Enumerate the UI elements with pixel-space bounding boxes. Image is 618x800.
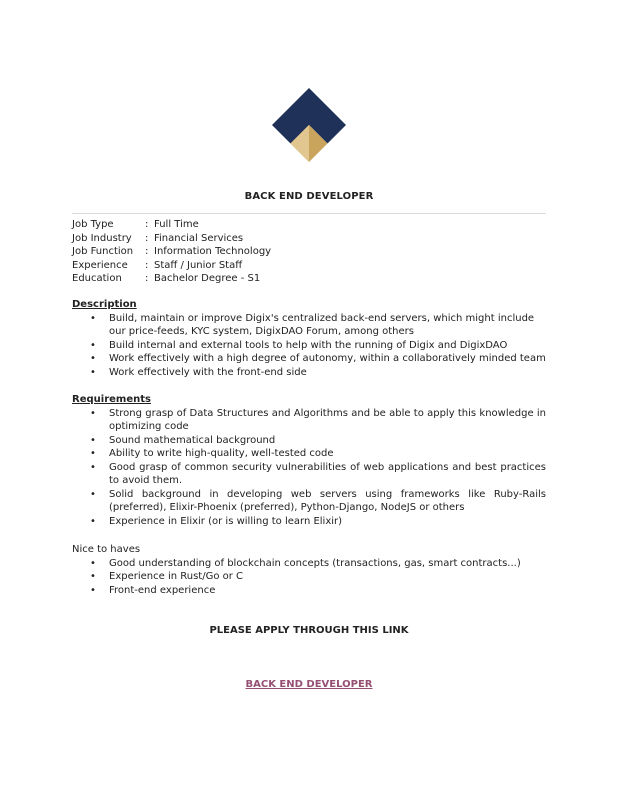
- meta-value: Information Technology: [154, 246, 272, 257]
- list-item-text: Build, maintain or improve Digix's centralized back-end servers, which might include our price-feeds, KYC system, DigixDAO Forum, among others: [109, 312, 535, 337]
- list-item: [72, 515, 546, 529]
- meta-row-education: [72, 272, 271, 286]
- list-item-text: Build internal and external tools to help with the running of Digix and DigixDAO: [109, 339, 508, 351]
- list-item-text: Front-end experience: [109, 584, 216, 596]
- description-section: [72, 298, 546, 379]
- job-meta-list: [72, 218, 271, 286]
- list-item: [72, 407, 546, 434]
- meta-colon: :: [145, 219, 149, 230]
- meta-key: Job Industry: [72, 232, 132, 244]
- list-item: [72, 584, 546, 598]
- requirements-heading: Requirements: [72, 394, 151, 405]
- digix-logo-icon: [272, 88, 346, 162]
- meta-key: Education: [72, 273, 122, 284]
- bullet-icon: •: [90, 557, 96, 569]
- list-item: [72, 366, 546, 380]
- bullet-icon: •: [90, 312, 96, 324]
- requirements-section: [72, 393, 546, 528]
- bullet-icon: •: [90, 448, 96, 459]
- list-item-text: Work effectively with the front-end side: [109, 366, 307, 378]
- list-item: [72, 570, 546, 584]
- list-item-text: Experience in Elixir (or is willing to learn Elixir): [109, 515, 343, 527]
- list-item-text: Sound mathematical background: [109, 434, 276, 446]
- list-item: [72, 488, 546, 515]
- meta-row-job-function: [72, 245, 271, 259]
- meta-colon: :: [145, 259, 149, 271]
- nice-to-haves-section: [72, 543, 546, 597]
- meta-value: Financial Services: [154, 232, 244, 244]
- list-item: [72, 434, 546, 448]
- job-title: BACK END DEVELOPER: [244, 191, 374, 202]
- apply-link[interactable]: BACK END DEVELOPER: [245, 679, 373, 690]
- nice-to-haves-heading: Nice to haves: [72, 544, 141, 555]
- list-item-text: Ability to write high-quality, well-tested code: [109, 448, 334, 459]
- list-item-text: Strong grasp of Data Structures and Algorithms and be able to apply this knowledge in optimizing code: [109, 407, 546, 432]
- list-item: [72, 447, 546, 461]
- meta-colon: :: [145, 273, 149, 284]
- bullet-icon: •: [90, 353, 96, 364]
- list-item-text: Good understanding of blockchain concepts (transactions, gas, smart contracts...): [109, 557, 521, 569]
- meta-colon: :: [145, 246, 149, 257]
- list-item: [72, 461, 546, 488]
- requirements-list: [72, 407, 546, 529]
- bullet-icon: •: [90, 407, 96, 419]
- list-item-text: Experience in Rust/Go or C: [109, 571, 244, 582]
- apply-instruction: PLEASE APPLY THROUGH THIS LINK: [209, 625, 409, 636]
- list-item-text: Work effectively with a high degree of autonomy, within a collaboratively minded team: [109, 353, 546, 364]
- meta-key: Job Function: [72, 246, 134, 257]
- list-item-text: Solid background in developing web servers using frameworks like Ruby-Rails (preferred), Elixir-Phoenix (preferred), Python-Django, NodeJS or others: [109, 488, 546, 513]
- bullet-icon: •: [90, 571, 96, 582]
- meta-row-job-type: [72, 218, 271, 232]
- list-item: [72, 339, 546, 353]
- description-list: [72, 312, 546, 380]
- bullet-icon: •: [90, 339, 96, 351]
- list-item: [72, 312, 546, 339]
- meta-row-experience: [72, 259, 271, 273]
- list-item: [72, 557, 546, 571]
- bullet-icon: •: [90, 366, 96, 378]
- meta-row-job-industry: [72, 232, 271, 246]
- bullet-icon: •: [90, 488, 96, 500]
- meta-value: Staff / Junior Staff: [154, 259, 243, 271]
- list-item-text: Good grasp of common security vulnerabilities of web applications and best practices to avoid them.: [109, 461, 546, 486]
- meta-value: Bachelor Degree - S1: [154, 273, 261, 284]
- bullet-icon: •: [90, 515, 96, 527]
- meta-key: Experience: [72, 259, 128, 271]
- list-item: [72, 352, 546, 366]
- bullet-icon: •: [90, 434, 96, 446]
- meta-colon: :: [145, 232, 149, 244]
- meta-value: Full Time: [154, 219, 199, 230]
- meta-key: Job Type: [72, 219, 114, 230]
- title-divider: [72, 213, 546, 214]
- description-heading: Description: [72, 299, 137, 310]
- bullet-icon: •: [90, 461, 96, 473]
- bullet-icon: •: [90, 584, 96, 596]
- nice-to-haves-list: [72, 557, 546, 598]
